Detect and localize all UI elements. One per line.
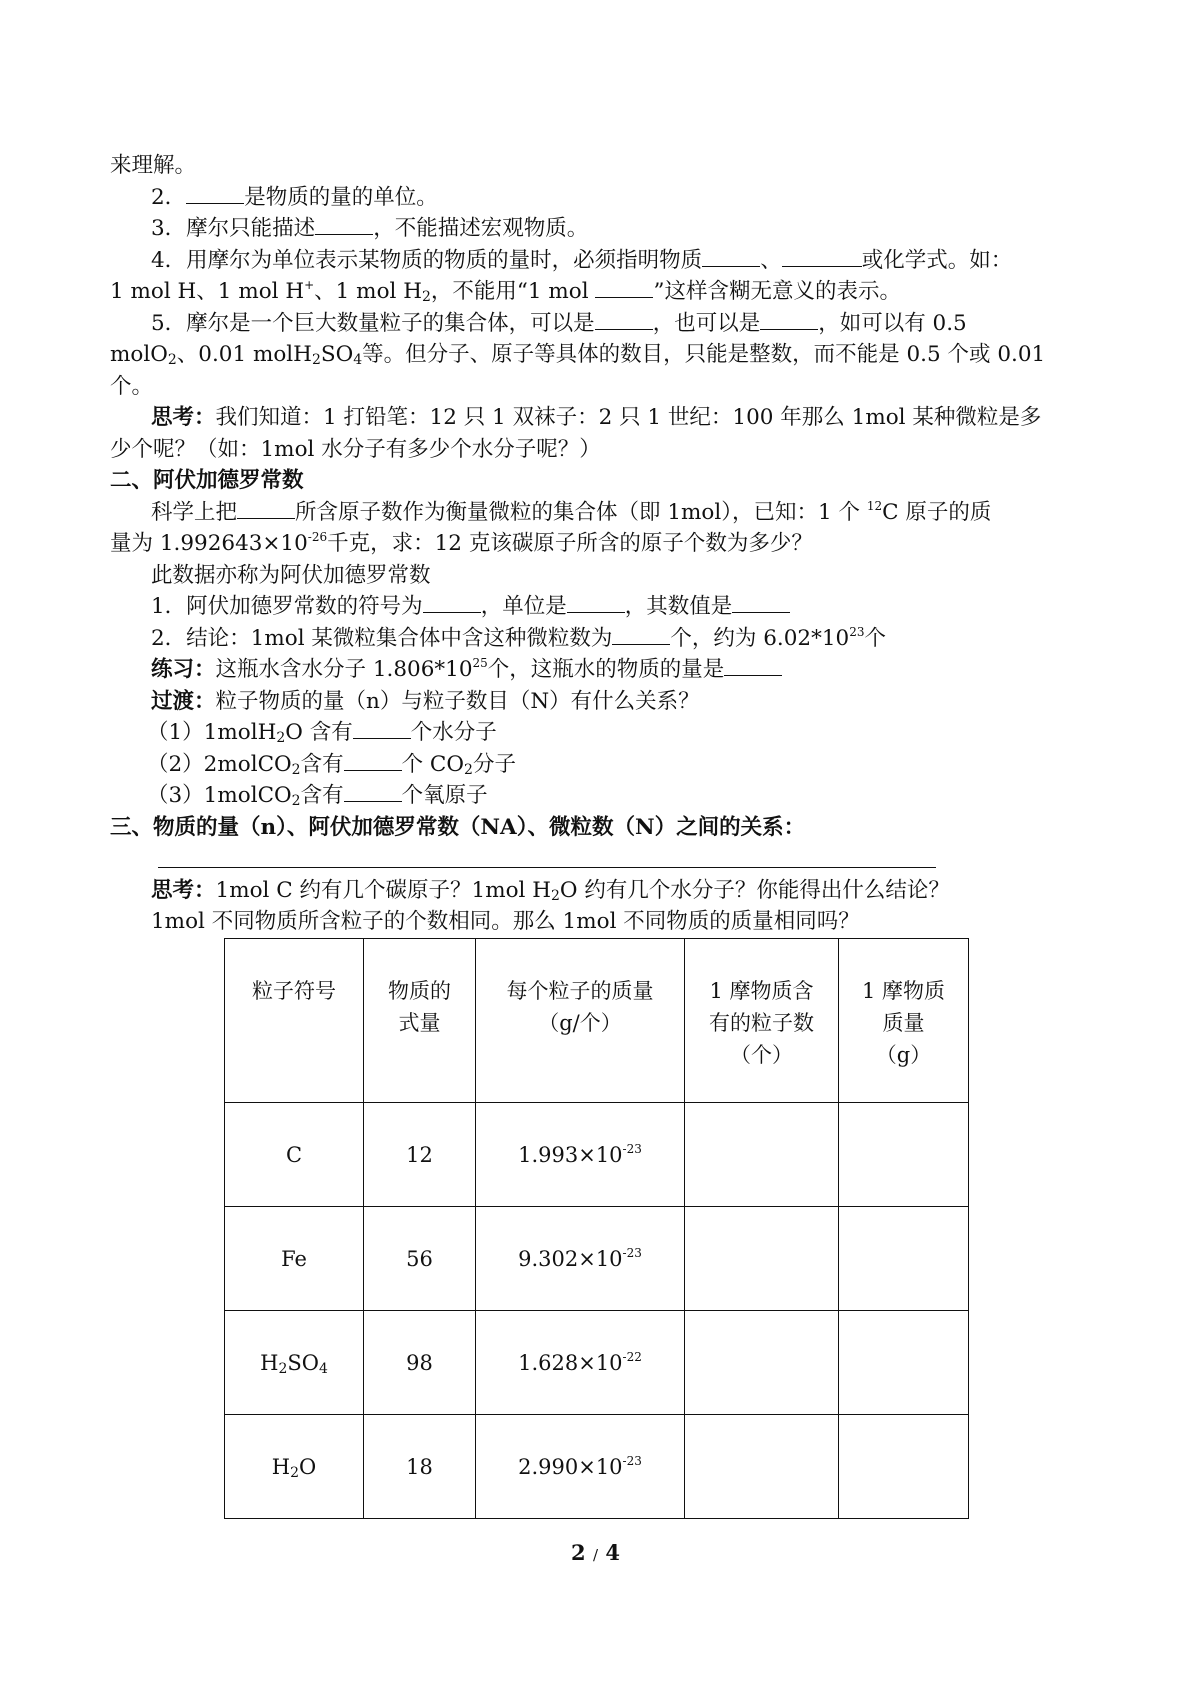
cell-formula-weight: 56 (364, 1207, 476, 1311)
fill-blank[interactable] (724, 654, 782, 676)
text-line: 1 mol H、1 mol H+、1 mol $H_2$，不能用“1 mol ”这样含糊无意义的表示。 (110, 278, 901, 305)
cell-particle-mass: $2.990\times 10^{-23}$ (476, 1415, 685, 1519)
text-line: 少个呢？（如：1mol 水分子有多少个水分子呢？） (110, 436, 601, 462)
fill-blank[interactable] (595, 308, 653, 330)
answer-line-row (110, 843, 1090, 875)
data-table (224, 938, 969, 1519)
answer-line[interactable] (158, 867, 936, 868)
text-line: 5．摩尔是一个巨大数量粒子的集合体，可以是 ，也可以是 ，如可以有 0.5 (110, 308, 1090, 340)
fill-blank[interactable] (186, 182, 244, 204)
text-line: 量为 $1.992643\times 10^{-26}$千克，求：12 克该碳原子所含的原子个数为多少？ (110, 530, 813, 556)
cell-molar-mass[interactable] (839, 1207, 969, 1311)
cell-formula-weight: 98 (364, 1311, 476, 1415)
cell-symbol: $H_2SO_4$ (225, 1311, 364, 1415)
section-heading: 二、阿伏加德罗常数 (110, 468, 304, 493)
fill-blank[interactable] (353, 717, 411, 739)
table-header-row (225, 939, 969, 1103)
text-line: 2．结论：1mol 某微粒集合体中含这种微粒数为 个，约为 $6.02*10^{23}$个 (151, 624, 887, 651)
text-line: 来理解。 (110, 153, 197, 178)
fill-blank[interactable] (423, 591, 481, 613)
text-line: （1）1molH$_2$O 含有 个水分子 (110, 717, 1090, 749)
fill-blank[interactable] (344, 749, 402, 771)
fill-blank[interactable] (612, 623, 670, 645)
col-header-symbol: 粒子符号 (225, 939, 364, 1103)
fill-blank[interactable] (237, 497, 295, 519)
text-line: 思考：我们知道：1 打铅笔：12 只 1 双袜子：2 只 1 世纪：100 年那么 1mol 某种微粒是多 (151, 405, 1042, 430)
fill-blank[interactable] (344, 780, 402, 802)
cell-molar-mass[interactable] (839, 1415, 969, 1519)
cell-molar-mass[interactable] (839, 1311, 969, 1415)
table-row (225, 1207, 969, 1311)
col-header-particle-mass: 每个粒子的质量 （g/个） (476, 939, 685, 1103)
section-heading: 三、物质的量（n）、阿伏加德罗常数（NA）、微粒数（N）之间的关系： (110, 814, 806, 840)
cell-particle-mass: $1.993\times 10^{-23}$ (476, 1103, 685, 1207)
fill-blank[interactable] (760, 308, 818, 330)
cell-particle-mass: $1.628\times 10^{-22}$ (476, 1311, 685, 1415)
text-line: 2． 是物质的量的单位。 (110, 182, 1090, 214)
table-row (225, 1103, 969, 1207)
text-line: 练习：这瓶水含水分子 $1.806*10^{25}$个，这瓶水的物质的量是 (110, 654, 1090, 686)
fill-blank[interactable] (732, 591, 790, 613)
fill-blank[interactable] (315, 213, 373, 235)
fill-blank[interactable] (595, 276, 653, 298)
fill-blank[interactable] (782, 245, 862, 267)
text-line: 个。 (110, 373, 154, 399)
text-line: 1．阿伏加德罗常数的符号为 ，单位是 ，其数值是 (110, 591, 1090, 623)
cell-symbol: C (225, 1103, 364, 1207)
cell-symbol: Fe (225, 1207, 364, 1311)
cell-particle-count[interactable] (685, 1311, 839, 1415)
text-line: 3．摩尔只能描述 ，不能描述宏观物质。 (110, 213, 1090, 245)
col-header-formula-weight: 物质的 式量 (364, 939, 476, 1103)
cell-particle-count[interactable] (685, 1103, 839, 1207)
text-line: （2）2molCO$_2$含有 个 $CO_2$分子 (110, 749, 1090, 781)
cell-particle-count[interactable] (685, 1415, 839, 1519)
col-header-molar-mass: 1 摩物质 质量 （g） (839, 939, 969, 1103)
document-body (110, 150, 1090, 938)
cell-formula-weight: 12 (364, 1103, 476, 1207)
text-line: 科学上把 所含原子数作为衡量微粒的集合体（即 1mol），已知：1 个 $^{12}$C 原子的质 (151, 498, 992, 525)
table-row (225, 1415, 969, 1519)
table-row (225, 1311, 969, 1415)
text-line: 过渡：粒子物质的量（n）与粒子数目（N）有什么关系？ (151, 688, 700, 714)
text-line: 4．用摩尔为单位表示某物质的物质的量时，必须指明物质 、 或化学式。如： (110, 245, 1090, 277)
page-number: 2 / 4 (571, 1540, 620, 1565)
fill-blank[interactable] (702, 245, 760, 267)
text-line: 思考：1mol C 约有几个碳原子？1mol $H_2O$ 约有几个水分子？你能得出什么结论？ (151, 877, 950, 904)
cell-formula-weight: 18 (364, 1415, 476, 1519)
col-header-particle-count: 1 摩物质含 有的粒子数 （个） (685, 939, 839, 1103)
text-line: molO$_2$、0.01 $molH_2SO_4$等。但分子、原子等具体的数目，只能是整数，而不能是 0.5 个或 0.01 (110, 342, 1046, 368)
cell-particle-count[interactable] (685, 1207, 839, 1311)
cell-symbol: $H_2O$ (225, 1415, 364, 1519)
cell-molar-mass[interactable] (839, 1103, 969, 1207)
fill-blank[interactable] (567, 591, 625, 613)
text-line: 此数据亦称为阿伏加德罗常数 (151, 562, 431, 588)
cell-particle-mass: $9.302\times 10^{-23}$ (476, 1207, 685, 1311)
text-line: 1mol 不同物质所含粒子的个数相同。那么 1mol 不同物质的质量相同吗？ (151, 909, 860, 934)
text-line: （3）1molCO$_2$含有 个氧原子 (110, 780, 1090, 812)
